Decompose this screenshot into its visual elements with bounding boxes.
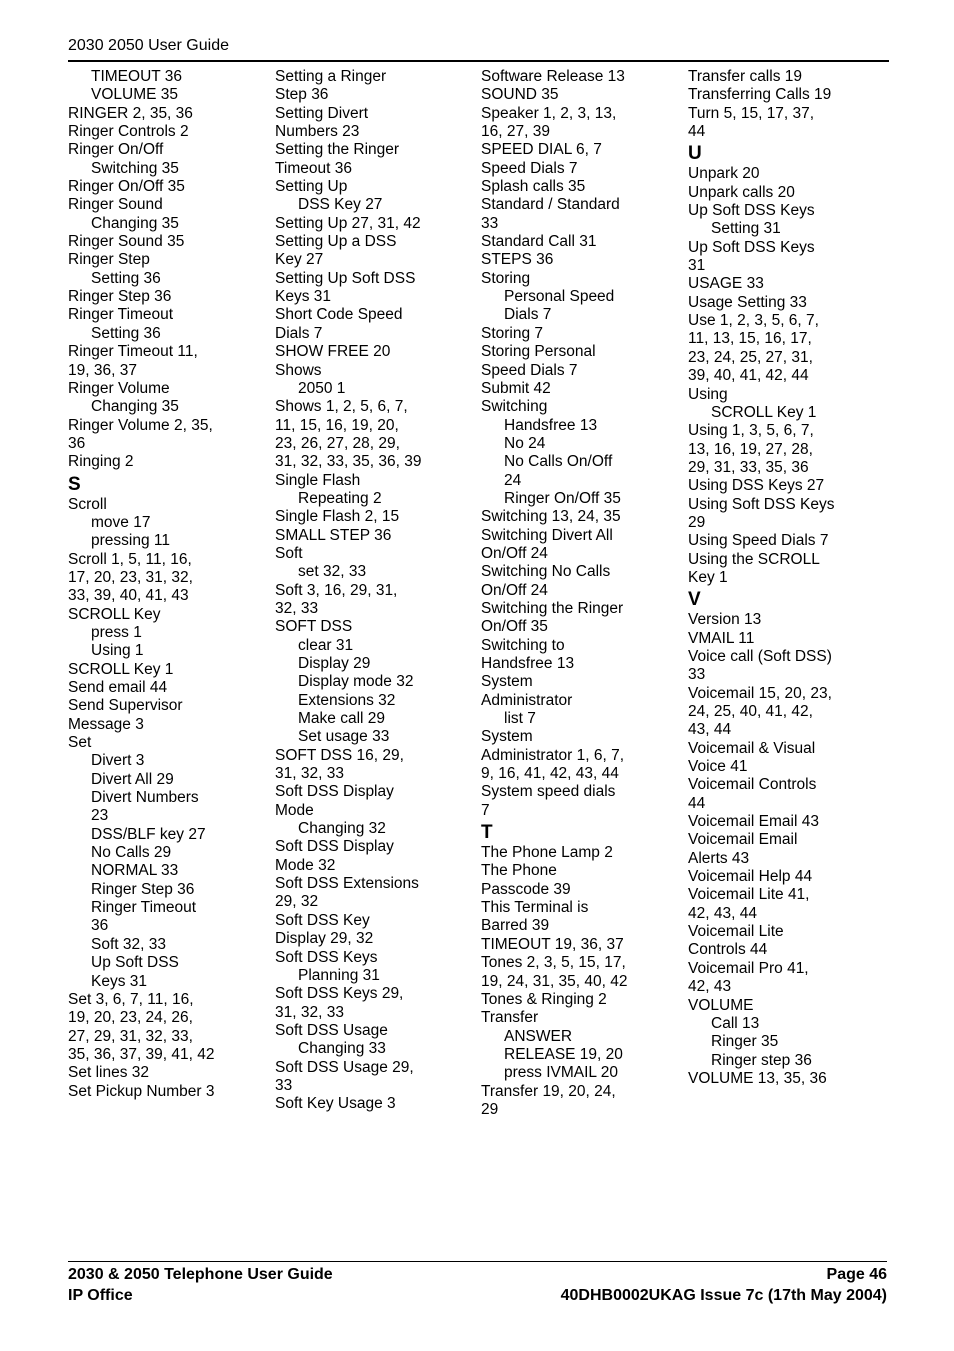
index-entry: Ringer On/Off 35 [68,178,185,196]
index-entry: Up Soft DSS Keys [688,202,815,220]
index-entry: Splash calls 35 [481,178,586,196]
index-subentry: list 7 [504,710,536,728]
index-subentry: Divert All 29 [91,770,174,788]
index-entry: Tones & Ringing 2 [481,990,607,1008]
index-entry: RINGER 2, 35, 36 [68,104,193,122]
index-entry: Ringer Sound [68,196,163,214]
index-entry: Submit 42 [481,379,551,397]
footer-product: IP Office [68,1287,133,1304]
index-entry: Voice call (Soft DSS) [688,647,832,665]
index-entry: 9, 16, 41, 42, 43, 44 [481,765,619,783]
index-entry: Barred 39 [481,917,550,935]
index-column-1 [68,68,268,1101]
index-subentry: VOLUME 35 [91,86,179,104]
index-entry: 24, 25, 40, 41, 42, [688,703,813,720]
index-entry: Voicemail Email [688,831,798,849]
index-entry: 43, 44 [688,721,732,739]
index-entry: Passcode 39 [481,880,571,898]
index-entry: 19, 20, 23, 24, 26, [68,1009,193,1027]
index-entry: Ringer Sound 35 [68,233,185,251]
index-entry: Voicemail & Visual [688,739,816,757]
index-entry: System [481,728,533,746]
index-entry: Set [68,734,92,752]
index-entry: 17, 20, 23, 31, 32, [68,568,193,586]
index-entry: 7 [481,801,490,819]
index-entry: Scroll [68,495,107,513]
index-subentry: Divert 3 [91,752,145,770]
index-entry: 39, 40, 41, 42, 44 [688,367,809,385]
index-subentry: Changing 33 [298,1040,386,1058]
index-subentry: pressing 11 [91,532,170,550]
index-entry: Turn 5, 15, 17, 37, [688,104,815,122]
index-subentry: Soft 32, 33 [91,935,166,953]
index-entry: Switching [481,398,548,416]
index-entry: On/Off 24 [481,581,548,599]
index-column-3 [481,68,681,1119]
index-entry: Voicemail 15, 20, 23, [688,684,832,702]
index-subentry: Ringer 35 [711,1033,779,1051]
index-entry: Controls 44 [688,941,768,959]
index-entry: Ringer On/Off [68,141,164,159]
index-entry: Using the SCROLL [688,550,820,568]
index-entry: Use 1, 2, 3, 5, 6, 7, [688,312,819,330]
index-entry: System speed dials [481,783,616,801]
index-entry: Using DSS Keys 27 [688,477,825,495]
index-entry: Ringer Volume 2, 35, [68,416,213,434]
index-entry: 31, 32, 33 [275,1003,344,1021]
index-entry: Standard Call 31 [481,233,597,251]
index-subentry: Planning 31 [298,966,380,984]
page-footer [68,1261,887,1306]
index-entry: Set Pickup Number 3 [68,1082,215,1100]
index-subentry: Personal Speed [504,288,615,306]
index-entry: Transfer 19, 20, 24, [481,1082,616,1100]
index-subentry: clear 31 [298,636,354,654]
index-subentry: Ringer Timeout [91,899,197,917]
index-entry: Mode 32 [275,856,336,874]
index-subentry: Call 13 [711,1014,760,1032]
footer-page-number: Page 46 [826,1266,887,1283]
index-entry: SHOW FREE 20 [275,343,391,361]
index-entry: Speed Dials 7 [481,159,578,177]
index-entry: 19, 24, 31, 35, 40, 42 [481,972,628,990]
index-entry: Alerts 43 [688,849,750,867]
index-entry: Speaker 1, 2, 3, 13, [481,104,617,122]
index-subentry: Ringer Step 36 [91,880,195,898]
index-entry: SCROLL Key [68,605,161,623]
index-entry: Speed Dials 7 [481,361,578,379]
index-entry: Send email 44 [68,679,168,696]
index-entry: Setting Up a DSS [275,233,397,251]
index-subentry: TIMEOUT 36 [91,68,183,85]
index-entry: Voicemail Lite [688,923,784,941]
index-column-4 [688,68,888,1088]
index-entry: Switching the Ringer [481,599,624,617]
index-column-2 [275,68,475,1114]
index-subentry: ANSWER [504,1027,573,1045]
index-entry: SOFT DSS 16, 29, [275,746,404,764]
index-entry: Set lines 32 [68,1064,149,1082]
index-entry: Using [688,385,728,403]
index-entry: SPEED DIAL 6, 7 [481,141,602,159]
index-entry: Ringer Timeout 11, [68,343,198,361]
index-entry: Voicemail Controls [688,776,817,794]
index-entry: 33 [481,214,499,232]
page-header [68,36,889,62]
index-subentry: No Calls 29 [91,844,172,862]
index-entry: Soft DSS Usage [275,1021,388,1039]
index-entry: Using 1, 3, 5, 6, 7, [688,422,814,440]
index-subentry: DSS Key 27 [298,196,383,214]
index-subentry: Changing 32 [298,820,386,838]
index-subentry: press 1 [91,623,142,641]
index-entry: Unpark calls 20 [688,183,795,201]
index-entry: VOLUME [688,996,754,1014]
index-entry: Voicemail Lite 41, [688,886,810,904]
index-entry: Ringer Controls 2 [68,123,189,141]
index-entry: SOUND 35 [481,86,559,104]
index-entry: 29, 32 [275,893,319,911]
index-subentry: set 32, 33 [298,563,367,581]
index-entry: System [481,673,533,691]
index-subentry: Changing 35 [91,214,179,232]
index-entry: Shows [275,361,322,379]
index-entry: Set 3, 6, 7, 11, 16, [68,990,194,1008]
index-entry: The Phone [481,862,557,880]
index-entry: Administrator [481,691,573,709]
index-subentry: Extensions 32 [298,691,396,709]
index-entry: Software Release 13 [481,68,625,85]
index-entry: Soft [275,544,303,562]
index-letter-heading: T [481,822,493,844]
index-entry: Tones 2, 3, 5, 15, 17, [481,954,626,972]
index-entry: Mode [275,801,314,819]
index-entry: STEPS 36 [481,251,554,269]
index-entry: 35, 36, 37, 39, 41, 42 [68,1045,215,1063]
index-entry: Numbers 23 [275,123,360,141]
index-entry: Standard / Standard [481,196,620,214]
index-entry: Transfer calls 19 [688,68,802,85]
footer-issue: 40DHB0002UKAG Issue 7c (17th May 2004) [560,1287,887,1304]
index-entry: Key 27 [275,251,324,269]
index-subentry: Display 29 [298,655,371,672]
index-entry: Using Speed Dials 7 [688,532,829,550]
index-entry: 33 [688,666,706,684]
index-entry: 44 [688,123,706,141]
index-entry: SCROLL Key 1 [68,660,174,678]
index-entry: Voice 41 [688,758,748,776]
index-entry: Timeout 36 [275,159,352,177]
index-entry: Soft DSS Key [275,911,370,929]
footer-guide-title: 2030 & 2050 Telephone User Guide [68,1266,333,1283]
index-entry: 44 [688,794,706,812]
index-entry: 13, 16, 19, 27, 28, [688,440,813,458]
index-subentry: Display mode 32 [298,673,414,691]
index-entry: Single Flash [275,471,361,489]
index-letter-heading: S [68,473,81,495]
index-entry: 11, 15, 16, 19, 20, [275,416,399,434]
index-entry: VOLUME 13, 35, 36 [688,1069,827,1087]
index-columns [68,68,898,1168]
index-entry: 31, 32, 33 [275,765,344,783]
index-entry: Using Soft DSS Keys [688,495,835,513]
index-entry: Switching to [481,636,565,654]
index-entry: Switching Divert All [481,526,613,544]
index-subentry: press IVMAIL 20 [504,1064,619,1082]
index-entry: Message 3 [68,715,144,733]
index-entry: 23, 24, 25, 27, 31, [688,348,813,366]
index-entry: Display 29, 32 [275,930,374,948]
index-entry: Setting Up [275,178,348,196]
index-entry: Voicemail Pro 41, [688,959,809,977]
index-entry: Handsfree 13 [481,655,575,672]
index-entry: Voicemail Help 44 [688,868,813,886]
index-subentry: Setting 36 [91,324,161,342]
index-subentry: DSS/BLF key 27 [91,825,206,843]
index-subentry: 24 [504,471,522,489]
index-entry: USAGE 33 [688,275,764,293]
index-entry: Send Supervisor [68,697,183,715]
index-entry: Setting Divert [275,104,369,122]
index-entry: Ringer Volume [68,379,170,397]
index-entry: Soft 3, 16, 29, 31, [275,581,398,599]
index-subentry: RELEASE 19, 20 [504,1045,623,1063]
index-entry: Setting the Ringer [275,141,400,159]
index-entry: Transferring Calls 19 [688,86,832,104]
index-entry: Ringer Timeout [68,306,174,324]
index-entry: 33, 39, 40, 41, 43 [68,587,189,605]
index-entry: Short Code Speed [275,306,403,324]
index-entry: Step 36 [275,86,329,104]
index-subentry: Set usage 33 [298,728,390,746]
index-entry: 32, 33 [275,599,319,617]
index-entry: Shows 1, 2, 5, 6, 7, [275,398,408,416]
index-entry: 29 [481,1100,499,1118]
index-entry: 42, 43 [688,978,732,996]
index-entry: 33 [275,1076,293,1094]
index-entry: Dials 7 [275,324,323,342]
index-entry: Single Flash 2, 15 [275,508,400,526]
index-subentry: Using 1 [91,642,144,660]
index-entry: This Terminal is [481,899,589,917]
index-entry: Scroll 1, 5, 11, 16, [68,550,192,568]
index-entry: Storing [481,269,531,287]
index-entry: Setting a Ringer [275,68,387,85]
index-subentry: Repeating 2 [298,489,382,507]
index-entry: Soft DSS Usage 29, [275,1058,414,1076]
index-entry: SOFT DSS [275,618,353,636]
index-entry: Soft DSS Keys [275,948,378,966]
index-entry: 11, 13, 15, 16, 17, [688,330,812,348]
index-subentry: Up Soft DSS [91,954,179,972]
index-entry: 19, 36, 37 [68,361,137,379]
index-subentry: Handsfree 13 [504,416,598,434]
index-entry: The Phone Lamp 2 [481,844,613,862]
index-subentry: 2050 1 [298,379,346,397]
index-entry: Ringer Step [68,251,150,269]
index-subentry: No Calls On/Off [504,453,613,471]
index-entry: Unpark 20 [688,165,760,183]
index-entry: 31, 32, 33, 35, 36, 39 [275,453,422,471]
index-entry: Soft DSS Extensions [275,875,419,893]
index-entry: Setting Up Soft DSS [275,269,416,287]
index-entry: Storing 7 [481,324,544,342]
index-entry: Storing Personal [481,343,596,361]
index-entry: 42, 43, 44 [688,904,757,922]
index-entry: 23, 26, 27, 28, 29, [275,434,400,452]
index-entry: VMAIL 11 [688,629,755,647]
index-entry: Transfer [481,1009,539,1027]
index-subentry: Ringer On/Off 35 [504,489,621,507]
index-subentry: No 24 [504,434,546,452]
index-subentry: Ringer step 36 [711,1051,812,1069]
index-entry: Ringing 2 [68,453,134,471]
index-entry: Ringer Step 36 [68,288,172,306]
index-entry: Keys 31 [275,288,332,306]
index-entry: Usage Setting 33 [688,293,807,311]
index-entry: Switching No Calls [481,563,611,581]
index-entry: On/Off 24 [481,544,548,562]
index-subentry: Divert Numbers [91,789,199,807]
index-entry: Soft Key Usage 3 [275,1095,396,1113]
index-subentry: 36 [91,917,109,935]
index-subentry: Setting 31 [711,220,781,238]
index-entry: SMALL STEP 36 [275,526,392,544]
index-entry: 36 [68,434,86,452]
header-title: 2030 2050 User Guide [68,37,229,54]
index-subentry: NORMAL 33 [91,862,179,880]
index-subentry: Setting 36 [91,269,161,287]
index-subentry: 23 [91,807,109,825]
index-entry: TIMEOUT 19, 36, 37 [481,935,624,953]
index-subentry: Make call 29 [298,710,386,728]
index-entry: 29 [688,513,706,531]
index-entry: Voicemail Email 43 [688,813,819,831]
index-entry: Administrator 1, 6, 7, [481,746,625,764]
index-subentry: Keys 31 [91,972,148,990]
index-entry: Soft DSS Keys 29, [275,985,404,1003]
index-entry: Soft DSS Display [275,783,394,801]
index-letter-heading: U [688,143,702,165]
index-entry: Switching 13, 24, 35 [481,508,621,526]
index-entry: 31 [688,257,706,275]
index-subentry: SCROLL Key 1 [711,403,817,421]
index-entry: Setting Up 27, 31, 42 [275,214,421,232]
index-entry: Soft DSS Display [275,838,394,856]
index-entry: Key 1 [688,568,728,586]
index-entry: Version 13 [688,611,762,629]
index-entry: 16, 27, 39 [481,123,550,141]
index-subentry: Dials 7 [504,306,552,324]
index-entry: Up Soft DSS Keys [688,238,815,256]
index-subentry: Changing 35 [91,398,179,416]
index-entry: 29, 31, 33, 35, 36 [688,458,809,476]
index-entry: 27, 29, 31, 32, 33, [68,1027,193,1045]
index-subentry: Switching 35 [91,159,179,177]
index-subentry: move 17 [91,513,151,531]
index-letter-heading: V [688,589,701,611]
index-entry: On/Off 35 [481,618,548,636]
